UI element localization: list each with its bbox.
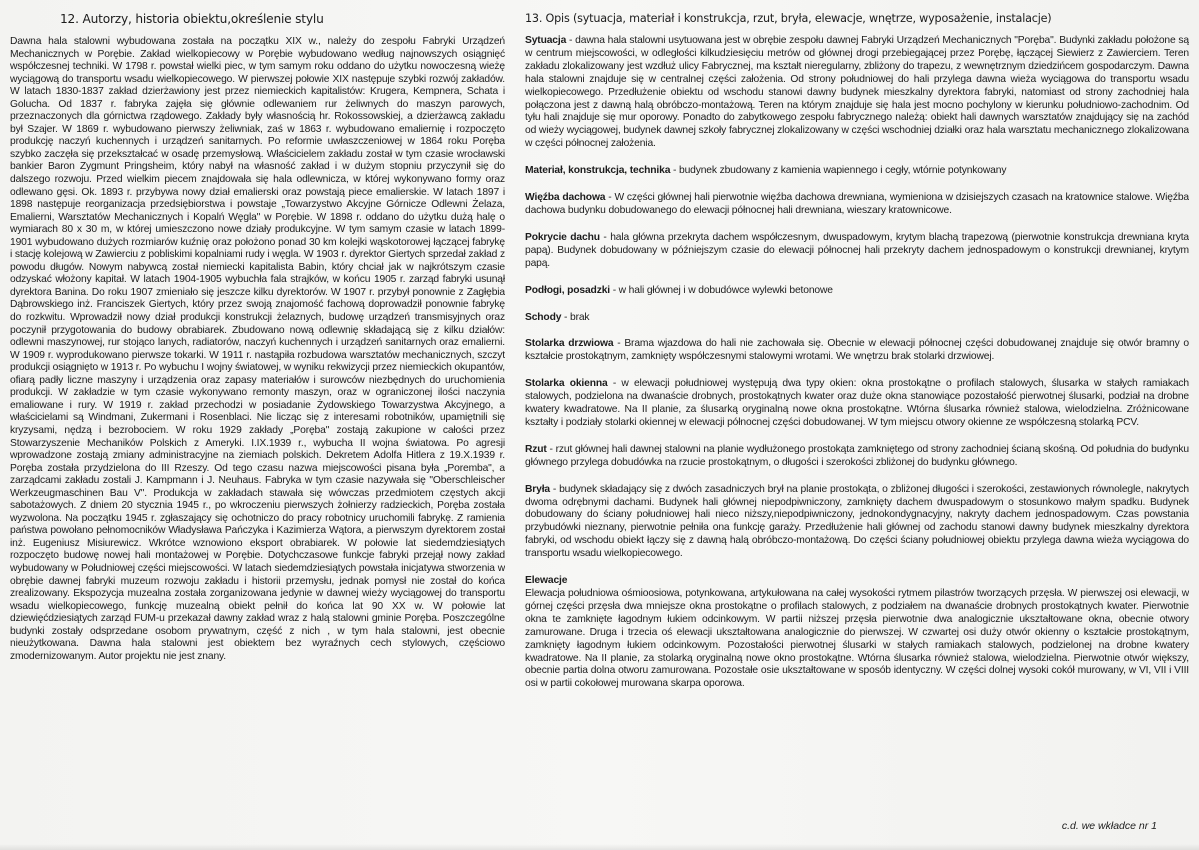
section-13-heading: 13. Opis (sytuacja, materiał i konstrukcja, rzut, bryła, elewacje, wnętrze, wyposażenie, instalacje) <box>525 12 1052 25</box>
stolarka-drzwiowa-paragraph <box>525 338 1189 364</box>
rzut-label: Rzut <box>525 443 547 455</box>
stolarka-drzwiowa-text: - Brama wjazdowa do hali nie zachowała się. Obecnie w elewacji północnej części dobudowanej znajduje się otwór bramny o kształcie prostokątnym, zamknięty współczesnymi stalowymi wrotami. We wnętrzu brak stolarki drzwiowej. <box>525 338 1189 363</box>
sytuacja-label: Sytuacja <box>525 35 567 46</box>
pokrycie-text: - hala główna przekryta dachem współczesnym, dwuspadowym, krytym blachą trapezową (pierwotnie konstrukcja drewniana kryta papą). Budynek dobudowany w późniejszym czasie do elewacji północnej hali przekryty dachem jednospadowym o konstrukcji drewnianej, krytym papą. <box>525 231 1189 269</box>
rzut-paragraph <box>525 444 1189 470</box>
rzut-text: - rzut głównej hali dawnej stalowni na planie wydłużonego prostokąta zamkniętego od strony zachodniej ścianą skośną. Od południa do budynku głównego przylega dobudówka na rzucie prostokątnym, o długości i szerokości zbliżonej do budynku głównego. <box>525 443 1189 468</box>
wiezba-text: - W części głównej hali pierwotnie więźba dachowa drewniana, wymieniona w dzisiejszych czasach na kratownice stalowe. Więźba dachowa budynku dobudowanego do elewacji północnej hali drewniana, wieszary kratownicowe. <box>525 192 1189 216</box>
stolarka-drzwiowa-label: Stolarka drzwiowa <box>525 338 614 350</box>
right-column <box>521 8 1189 850</box>
sytuacja-text: - dawna hala stalowni usytuowana jest w obrębie zespołu dawnej Fabryki Urządzeń Mechanicznych "Poręba". Budynki zakładu położone są w centrum miejscowości, w odległości kilkudziesięciu metrów od głównej drogi przebiegającej przez Porębę, łączącej Siewierz z Zawierciem. Teren zakładu zlokalizowany jest wzdłuż ulicy Fabrycznej, ma kształt nieregularny, zbliżony do trapezu, z wewnętrznym dziedzińcem gospodarczym. Dawna hala stalowni znajduje się w centralnej części założenia. Od strony południowej do hali przylega dawna wieża wyciągowa do transportu wsadu wielkopiecowego. Przedłużenie obiektu od wschodu stanowi dawny budynek mieszkalny dyrektora fabryki, natomiast od strony zachodniej hala połączona jest z dawną halą obróbczo-montażową. Teren na którym znajduje się hala jest mocno pochylony w kierunku południowo-zachodnim. Od tyłu hali znajduje się mur oporowy. Ponadto do zabytkowego zespołu fabrycznego należą: obiekt hali dawnych warsztatów znajdujący się na zachód od wieży wyciągowej, budynek dawnej szkoły fabrycznej zlokalizowany w części wschodniej działki oraz hala warsztatu mechanicznego zlokalizowana w części północnej założenia. <box>525 35 1189 150</box>
stolarka-okienna-text: - w elewacji południowej występują dwa typy okien: okna prostokątne o profilach stalowych, ślusarka w stałych ramiakach stalowych, podzielona na dwanaście drobnych, prostokątnych kwater oraz duże okna stanowiące pozostałość pierwotnej ślusarki, podział na drobne kwatery kwadratowe. Na II planie, za ślusarką oryginalną nowe okna prostokątne. Wtórna ślusarka również stalowa, wielodzielna. Zróżnicowane kształty i podziały stolarki okiennej w elewacji północnej części dobudowanej. W tym miejscu otwory okienne ze współczesną stolarką PCV. <box>525 378 1189 428</box>
schody-label: Schody <box>525 311 562 323</box>
sytuacja-paragraph <box>525 35 1189 151</box>
bryla-text: - budynek składający się z dwóch zasadniczych brył na planie prostokąta, o zbliżonej długości i szerokości, zestawionych równolegle, nakrytych dwoma odrębnymi dachami. Budynek hali głównej niepodpiwniczony, zamknięty dachem dwuspadowym o stosunkowo małym spadku. Budynek dobudowany do ściany południowej hali nieco niższy,niepodpiwniczony, jednokondygnacyjny, nakryty dachem jednospadowym. Czas powstania przybudówki nieznany, pierwotnie pełniła ona funkcję garaży. Przedłużenie hali głównej od zachodu stanowi dawny budynek mieszkalny dyrektora fabryki, od wschodu obiekt łączy się z dawną halą obróbczo-montażową. Do części ściany południowej obiektu przylega dawna wieża wyciągowa do transportu wsadu wielkopiecowego. <box>525 483 1189 560</box>
pokrycie-label: Pokrycie dachu <box>525 231 600 243</box>
podlogi-label: Podłogi, posadzki <box>525 284 610 296</box>
schody-paragraph <box>525 312 1189 325</box>
material-paragraph <box>525 165 1189 178</box>
elewacje-text: Elewacja południowa ośmioosiowa, potynkowana, artykułowana na całej wysokości rytmem pilastrów tworzących przęsła. W pierwszej osi elewacji, w górnej części przęsła dwa mniejsze okna prostokątne o profilach stalowych, z podziałem na dwanaście drobnych prostokątnych kwater. Pierwotnie okna te zamknięte łagodnym łukiem odcinkowym. W partii niższej przęsła pierwotnie dwa analogicznie ukształtowane okna, obecnie otwory zamurowane. Druga i trzecia oś elewacji ukształtowana analogicznie do pierwszej. W czwartej osi duży otwór okienny o kształcie prostokątnym, zamknięty łagodnym łukiem odcinkowym. Pozostałości pierwotnej ślusarki w stałych ramiakach stalowych, podzielonej na drobne kwatery kwadratowe. Na II planie, za stolarką oryginalną nowe okno prostokątne. Wtórna ślusarka również stalowa, wielodzielna. Pierwotnie otwór większy, obecnie partia dolna otworu zamurowana. Pozostałe osie ukształtowane w sposób identyczny. W części dolnej wysoki cokół murowany, w VI, VII i VIII osi w partii cokołowej murowana skarpa oporowa. <box>525 588 1189 690</box>
podlogi-text: - w hali głównej i w dobudówce wylewki betonowe <box>609 284 833 296</box>
pokrycie-paragraph <box>525 232 1189 271</box>
stolarka-okienna-label: Stolarka okienna <box>525 378 608 390</box>
material-text: - budynek zbudowany z kamienia wapiennego i cegły, wtórnie potynkowany <box>670 165 1007 177</box>
left-column <box>10 8 505 850</box>
scan-edge-shadow <box>0 844 1199 850</box>
history-text: Dawna hala stalowni wybudowana została na początku XIX w., należy do zespołu Fabryki Urządzeń Mechanicznych w Porębie. Zakład wielkopiecowy w Porębie wybudowano według najnowszych osiągnięć współczesnej techniki. W 1798 r. powstał wielki piec, w tym samym roku oddano do użytku nowoczesną wieżę wyciągową do transportu wsadu wielkopiecowego. W pierwszej połowie XIX następuje szybki rozwój zakładów. W latach 1830-1837 zakład dzierżawiony jest przez niemieckich kapitalistów: Krugera, Kempnera, Schata i Golucha. Od 1837 r. fabryka zajęła się głównie odlewaniem rur żeliwnych do maszyn parowych, przeznaczonych dla górnictwa rządowego. Zakłady były własnością hr. Rokossowskiej, a dzierżawcą zakładu był Szajer. W 1869 r. wybudowano pierwszy żeliwniak, zaś w 1863 r. wybudowano emaliernię i rozpoczęto produkcję naczyń kuchennych i urządzeń sanitarnych. Po reformie uwłaszczeniowej w 1864 roku Poręba szybko zaczęła się przekształcać w osadę przemysłową. Właścicielem zakładu został w tym czasie wrocławski bankier Baron Zygmunt Pringsheim, który nabył na własność zakład i w dużym stopniu przyczynił się do dalszego rozwoju. Przed wielkim piecem znajdowała się hala odlewnicza, w której wykonywano formy oraz odlewano gęsi. Ok. 1893 r. przybywa nowy dział emalierski oraz powstają piece emalierskie. W latach 1897 i 1898 następuje reorganizacja przedsiębiorstwa i powstaje „Towarzystwo Akcyjne Górnicze Odlewni Żelaza, Emalierni, Warsztatów Mechanicznych i Kopalń Węgla" w Porębie. W 1898 r. oddano do użytku dużą halę o wymiarach 80 x 30 m, w której umieszczono nowe działy produkcyjne. W tym samym czasie w latach 1899-1901 wybudowano dużych rozmiarów kuźnię oraz położono ponad 30 km kolejki wąskotorowej łączącej fabrykę i stację kolejową w Zawierciu z pobliskimi kopalniami rudy i węgla. W 1903 r. dyrektor Giertych sprzedał zakład z powodu długów. Nowym nabywcą został niemiecki kapitalista Babin, który chciał jak w najkrótszym czasie odzyskać włożony kapitał. W latach 1904-1905 wybuchła fala strajków, w końcu 1905 r. zarząd fabryki usunął dyrektora Banina. Do roku 1907 zmieniało się jeszcze kilku dyrektorów. W 1907 r. przybył ponownie z Zagłębia Dąbrowskiego inż. Franciszek Giertych, który przez swoją znajomość fachową doprowadził ponownie fabrykę do rozkwitu. Wprowadził nowy dział produkcji konstrukcji żelaznych, budowę urządzeń transmisyjnych oraz poczynił przygotowania do budowy obrabiarek. Zbudowano nową odlewnię składającą się z kilku działów: odlewni maszynowej, rur stojąco lanych, radiatorów, naczyń kuchennych i urządzeń sanitarnych oraz emalierni. W 1909 r. wyprodukowano pierwsze tokarki. W 1911 r. nastąpiła rozbudowa warsztatów mechanicznych, szczyt produkcji osiągnięto w 1913 r. Po wybuchu I wojny światowej, w wyniku rekwizycji przez niemieckich okupantów, ofiarą padły liczne maszyny i urządzenia oraz zapasy materiałów i surowców niezbędnych do uruchomienia produkcji. W zakładzie w tym czasie wykonywano remonty maszyn, oraz w ograniczonej ilości naczynia emaliowane i rury. W 1919 r. zakład przechodzi w posiadanie Żydowskiego Towarzystwa Akcyjnego, a właścicielami są Windmani, Zukermani i Rosenblaci. Nie licząc się z interesami robotników, upamiętnili się kryzysami, nędzą i bezrobociem. W roku 1929 zakłady „Poręba" zostają zakupione w całości przez Stowarzyszenie Mechaników Polskich z Ameryki. I.IX.1939 r., wybucha II wojna światowa. Po agresji wprowadzone zostają zmiany administracyjne na ziemiach polskich. Dekretem Adolfa Hitlera z 19.X.1939 r. Poręba została przydzielona do III Rzeszy. Od tego czasu nazwa miejscowości pisana była „Poremba", a zarządcami zakładu zostali J. Kampmann i J. Neuhaus. Fabryka w tym czasie nazywała się "Oberschleischer Werkzeugmaschinen Bau V". Produkcja w zakładach stawała się wówczas przedmiotem częstych akcji sabotażowych. Z dniem 20 stycznia 1945 r., po wkroczeniu pierwszych żołnierzy radzieckich, Poręba została wyzwolona. Na początku 1945 r. zgłaszający się ochotniczo do pracy robotnicy uruchomili fabrykę. Z ramienia państwa powołano pełnomocników Władysława Pańczyka i Kazimierza Wątora, a pierwszym dyrektorem został inż. Eugeniusz Misiurewicz. Wkrótce wznowiono eksport obrabiarek. W połowie lat siedemdziesiątych rozpoczęto budowę nowej hali montażowej w Porębie. Dotychczasowe funkcje fabryki przejął nowy zakład wybudowany w Południowej części miejscowości. W latach siedemdziesiątych powstała inicjatywa stworzenia w obrębie dawnej fabryki muzeum rozwoju zakładu i historii przemysłu, jednak pomysł nie został do końca zrealizowany. Ekspozycja muzealna została zorganizowana jedynie w dawnej wieży wyciągowej do transportu wsadu wielkopiecowego, funkcję muzealną obiekt pełnił do końca lat 90 XX w. W połowie lat dziewięćdziesiątych zarząd FUM-u przekazał dawny zakład wraz z halą stalowni gminie Poręba. Poszczególne budynki zostały odsprzedane osobom prywatnym, część z nich , w tym hala stalowni, jest obecnie nieużytkowana. Dawna hala stalowni jest obiektem bez wyraźnych cech stylowych, częściowo zmodernizowanym. Autor projektu nie jest znany. <box>10 36 505 662</box>
elewacje-paragraph <box>525 575 1189 691</box>
bryla-label: Bryła <box>525 483 551 495</box>
section-12-heading: 12. Autorzy, historia obiektu,określenie stylu <box>60 12 324 26</box>
stolarka-okienna-paragraph <box>525 378 1189 430</box>
material-label: Materiał, konstrukcja, technika <box>525 165 671 177</box>
wiezba-label: Więźba dachowa <box>525 192 606 204</box>
elewacje-label: Elewacje <box>525 575 568 587</box>
continuation-note: c.d. we wkładce nr 1 <box>1061 820 1157 832</box>
schody-text: - brak <box>561 311 590 323</box>
bryla-paragraph <box>525 484 1189 561</box>
podlogi-paragraph <box>525 285 1189 298</box>
wiezba-paragraph <box>525 192 1189 218</box>
